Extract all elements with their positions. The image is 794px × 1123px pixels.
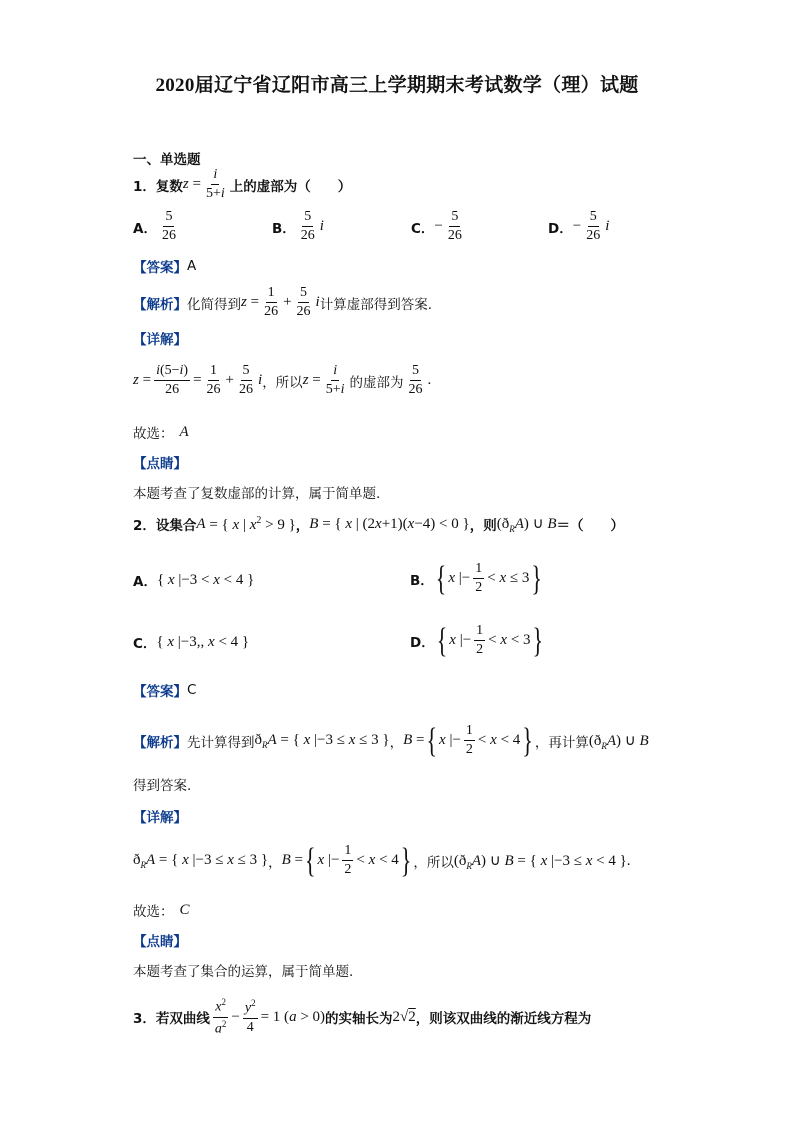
- q1-stem-suffix: 上的虚部为（ ）: [229, 178, 352, 195]
- q2-answer-value: C: [187, 682, 197, 698]
- q1-comment-label: 【点睛】: [133, 456, 187, 472]
- q1-answer: 【答案】 A: [133, 258, 197, 276]
- q2-answer: 【答案】 C: [133, 682, 197, 700]
- q2-choose: 故选： C: [133, 901, 190, 920]
- q2-detail: $ð_RA$ = { x |−3 ≤ x ≤ 3 } ， B = { x |− $\frac{1}{2}$ < x < 4 } ，所以 $(ð_RA)$ ∪ B = { x |−3 ≤ x < 4 }.: [133, 839, 631, 880]
- q2-comment: 本题考查了集合的运算，属于简单题.: [133, 964, 354, 980]
- q1-option-d[interactable]: D． − $\frac{5}{26}$ i: [548, 209, 610, 243]
- q2-option-c[interactable]: C． { x |−3,, x < 4 }: [133, 633, 250, 652]
- q3-stem: 3．若双曲线 $\frac{x^2}{a^2}$ − $\frac{y^2}{4}$ = 1 (a > 0) 的实轴长为 2√2 ，则该双曲线的渐近线方程为: [133, 997, 592, 1037]
- q1-formula: z: [182, 176, 189, 192]
- q1-choose: 故选： A: [133, 423, 189, 442]
- q1-fraction: $\frac{i}{5+i}$: [205, 167, 225, 201]
- q1-detail: z = $\frac{i(5-i)}{26}$ = $\frac{1}{26}$ + $\frac{5}{26}$ i ，所以 z = $\frac{i}{5+i}$ 的虚部为 $\frac{5}{26}$ .: [133, 363, 432, 397]
- q1-comment: 本题考查了复数虚部的计算，属于简单题.: [133, 486, 381, 502]
- q1-option-b[interactable]: B． $\frac{5}{26}$ i: [272, 209, 324, 243]
- q2-option-a[interactable]: A． { x |−3 < x < 4 }: [133, 571, 255, 590]
- q2-analysis-cont: 得到答案.: [133, 778, 192, 794]
- q1-option-a[interactable]: A． $\frac{5}{26}$: [133, 209, 176, 243]
- q1-answer-value: A: [187, 258, 197, 274]
- q2-option-b[interactable]: B． { x |− $\frac{1}{2}$ < x ≤ 3 }: [410, 557, 542, 598]
- q1-analysis: 【解析】 化简得到 z = $\frac{1}{26}$ + $\frac{5}{26}$ i 计算虚部得到答案.: [133, 285, 432, 319]
- q1-stem-prefix: 1．复数: [133, 178, 183, 195]
- section-heading: 一、单选题: [133, 152, 201, 168]
- q1-option-c[interactable]: C． − $\frac{5}{26}$: [411, 209, 462, 243]
- q2-detail-label: 【详解】: [133, 810, 187, 826]
- q1-stem: 1．复数 z = $\frac{i}{5+i}$ 上的虚部为（ ）: [133, 167, 352, 201]
- q2-analysis: 【解析】 先计算得到 $ð_RA$ = { x |−3 ≤ x ≤ 3 } ， B = { x |− $\frac{1}{2}$ < x < 4 } ，再计算 $(ð_RA)$ ∪ B: [133, 719, 649, 760]
- q2-option-d[interactable]: D． { x |− $\frac{1}{2}$ < x < 3 }: [410, 619, 544, 660]
- q1-detail-label: 【详解】: [133, 332, 187, 348]
- page-title: 2020届辽宁省辽阳市高三上学期期末考试数学（理）试题: [155, 75, 639, 96]
- q2-stem: 2．设集合 A = { x | $x^2 > 9$ } ， B = { x | (2x+1)(x−4) < 0 } ，则 $(ð_RA)$ ∪ B ＝（ ）: [133, 514, 625, 534]
- q2-comment-label: 【点睛】: [133, 934, 187, 950]
